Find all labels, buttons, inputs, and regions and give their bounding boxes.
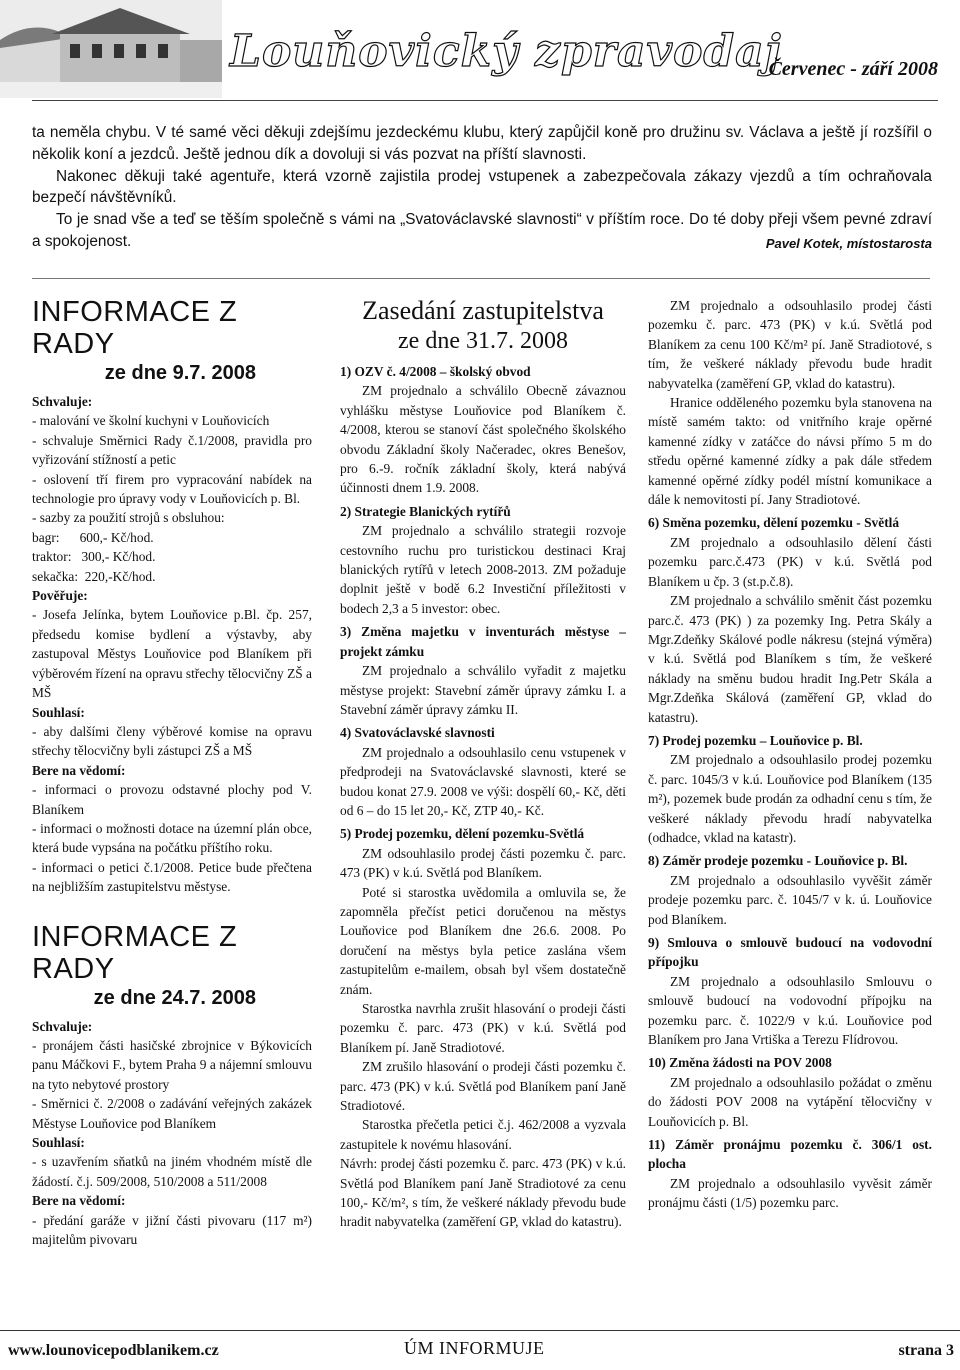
paragraph: ZM odsouhlasilo prodej části pozemku č. parc. 473 (PK) v k.ú. Světlá pod Blaníkem. — [340, 845, 626, 881]
section-date: ze dne 9.7. 2008 — [104, 362, 256, 384]
masthead — [0, 0, 960, 110]
subsection-heading: 6) Směna pozemku, dělení pozemku - Světlá — [648, 515, 900, 531]
label: Schvaluje: — [32, 1018, 93, 1034]
section-date: ze dne 24.7. 2008 — [93, 986, 256, 1009]
paragraph: Návrh: prodej části pozemku č. parc. 473 (PK) v k.ú. Světlá pod Blaníkem paní Janě Stradiotové za cenu 100,- Kč/m², s tím, že veškeré náklady převodu bude hradit nabyvatelka (zaměření GP, vklad do katastru). — [340, 1156, 626, 1230]
signature: Pavel Kotek, místostarosta — [765, 235, 932, 251]
chateau-image — [0, 0, 222, 98]
intro-paragraph: To je snad vše a teď se těším společně s vámi na „Svatováclavské slavnosti“ v příštím roce. Do té doby přeji všem pevné zdraví a spokojenost. Pavel Kotek, místostarosta — [32, 209, 932, 253]
item: - informaci o provozu odstavné plochy pod V. Blaníkem — [32, 782, 312, 817]
label: Souhlasí: — [32, 1135, 85, 1150]
issue-date: Červenec - září 2008 — [768, 58, 938, 80]
item: - předání garáže v jižní části pivovaru (117 m²) majitelům pivovaru — [32, 1212, 312, 1248]
page-footer — [0, 1320, 960, 1370]
intro-text — [32, 122, 932, 255]
item: sekačka: 220,-Kč/hod. — [32, 568, 156, 584]
subsection-heading: 9) Smlouva o smlouvě budoucí na vodovodní přípojku — [648, 935, 932, 970]
section-heading: INFORMACE Z RADY — [32, 296, 238, 360]
page-number: strana 3 — [898, 1342, 954, 1359]
section-heading: Zasedání zastupitelstva — [362, 296, 604, 325]
item: - informaci o možnosti dotace na územní plán obce, která bude vypsána na počátku příštího roku. — [32, 820, 312, 856]
column-assembly — [340, 296, 626, 1232]
item: - Josefa Jelínka, bytem Louňovice p.Bl. čp. 257, předsedu komise bydlení a výstavby, aby zastupoval Městys Louňovice pod Blaníkem při výběrovém řízení na opravu střechy tělocvičny ZŠ a MŠ — [32, 607, 312, 701]
subsection-heading: 8) Záměr prodeje pozemku - Louňovice p. Bl. — [648, 853, 908, 869]
paragraph: ZM zrušilo hlasování o prodeji části pozemku č. parc. 473 (PK) v k.ú. Světlá pod Blaníkem paní Janě Stradiotové. — [340, 1059, 626, 1114]
subsection-heading: 3) Změna majetku v inventurách městyse – projekt zámku — [340, 624, 626, 659]
item: - pronájem části hasičské zbrojnice v Býkovicích panu Máčkovi F., bytem Praha 9 a nájemní smlouvu na tyto nebytové prostory — [32, 1037, 312, 1092]
column-assembly-continued — [648, 296, 932, 1213]
subsection-heading: 5) Prodej pozemku, dělení pozemku-Světlá — [340, 826, 585, 842]
header-rule — [32, 100, 938, 101]
paragraph: ZM projednalo a odsouhlasilo prodej pozemku č. parc. 1045/3 v k.ú. Louňovice pod Blaníkem (135 m²), pozemek bude prodán za odhadní cenu s tím, že veškeré náklady převodu hradí nabyvatelka (odhadce, vklad na katastr). — [648, 752, 932, 845]
subsection-heading: 2) Strategie Blanických rytířů — [340, 503, 511, 519]
column-council-info — [32, 296, 312, 1249]
footer-rule — [0, 1330, 960, 1331]
paragraph: ZM projednalo a odsouhlasilo vyvěšit záměr prodeje pozemku parc. č. 1045/7 v k. ú. Louňovice pod Blaníkem. — [648, 872, 932, 927]
subsection-heading: 11) Záměr pronájmu pozemku č. 306/1 ost. plocha — [648, 1137, 932, 1172]
paragraph: ZM projednalo a odsouhlasilo prodej části pozemku č. parc. 473 (PK) v k.ú. Světlá pod Blaníkem za cenu 100 Kč/m² pí. Janě Stradiotové, s tím, že veškeré náklady převodu bude hradit nabyvatelka (zaměření GP, vklad do katastru). — [648, 298, 932, 391]
paragraph: Starostka navrhla zrušit hlasování o prodeji části pozemku č. parc. 473 (PK) v k.ú. Světlá pod Blaníkem pí. Janě Stradiotové. — [340, 1001, 626, 1055]
paragraph: ZM projednalo a odsouhlasilo Smlouvu o smlouvě budoucí na vodovodní přípojku na pozemku parc. č. 1022/9 v k.ú. Louňovice pod Blaníkem pro Jana Vrtiška a Terezu Flídrovou. — [648, 973, 932, 1048]
paragraph: ZM projednalo a odsouhlasilo dělení části pozemku parc.č.473 (PK) v k.ú. Světlá pod Blaníkem u čp. 3 (st.p.č.8). — [648, 534, 932, 589]
section-name: ÚM INFORMUJE — [404, 1338, 545, 1358]
paragraph: ZM projednalo a schválilo směnit část pozemku parc.č. 473 (PK) ) za pozemky Ing. Petra Skály a Mgr.Zdeňky Skálové podle nákresu (stejná výměra) v k.ú. Světlá pod Blaníkem s tím, že veškeré náklady na směnu budou hradit Ing.Petr Skála a Mgr.Zdeňka Skálová (zaměření GP, vklad do katastru). — [648, 593, 932, 725]
section-heading: INFORMACE Z RADY — [32, 920, 238, 985]
subsection-heading: 7) Prodej pozemku – Louňovice p. Bl. — [648, 732, 863, 748]
paragraph: ZM projednalo a schválilo strategii rozvoje cestovního ruchu pro turistickou destinaci Kraj blanických rytířů v letech 2008-2013. ZM požaduje doplnit ještě v bodě 6.2 Investiční příležitosti v bodech 2,3 a 5 investor: obec. — [340, 523, 626, 616]
subsection-heading: 1) OZV č. 4/2008 – školský obvod — [340, 364, 531, 379]
paragraph: ZM projednalo a odsouhlasilo cenu vstupenek v předprodeji na Svatováclavské slavnosti, které se budou konat 27.9. 2008 ve výši: dospělí 60,- Kč, děti od 6 – do 15 let 20,- Kč, ZTP 40,- Kč. — [340, 744, 626, 818]
intro-paragraph: ta neměla chybu. V té samé věci děkuji zdejšímu jezdeckému klubu, který zapůjčil koně pro družinu sv. Václava a ještě jí rozšířil o několik koní a jezdců. Ještě jednou dík a dovoluji si vás pozvat na příští slavnosti. — [32, 124, 932, 163]
label: Bere na vědomí: — [32, 762, 126, 778]
item: - informaci o petici č.1/2008. Petice bude přečtena na nejbližším zastupitelstvu městyse. — [32, 859, 312, 895]
website-link[interactable]: www.lounovicepodblanikem.cz — [8, 1342, 219, 1359]
paragraph: ZM projednalo a odsouhlasilo požádat o změnu do žádosti POV 2008 na vytápění tělocvičny v Louňovicích p. Bl. — [648, 1074, 932, 1129]
item: - oslovení tří firem pro vypracování nabídek na technologie pro úpravy vody v Louňovicích p. Bl. — [32, 471, 312, 507]
label: Pověřuje: — [32, 588, 88, 604]
item: - s uzavřením sňatků na jiném vhodném místě dle žádostí. č.j. 509/2008, 510/2008 a 511/2008 — [32, 1154, 312, 1189]
paragraph: ZM projednalo a schválilo vyřadit z majetku městyse projekt: Stavební záměr úpravy zámku I. a Stavební záměr úpravy zámku II. — [340, 663, 626, 717]
section-divider — [32, 278, 930, 279]
paragraph: Hranice odděleného pozemku byla stanovena na místě samém takto: od vnitřního kraje opěrné kamenné zídky v zatáčce do návsi přímo 5 m do středu opěrné kamenné zídky a pak dále středem kamenné opěrné zídky podél místní komunikace a dále k nemovitosti pí. Jany Stradiotové. — [648, 395, 932, 508]
subsection-heading: 4) Svatováclavské slavnosti — [340, 725, 495, 741]
masthead-title: Louňovický zpravodaj — [230, 26, 782, 77]
paragraph: ZM projednalo a odsouhlasilo vyvěsit záměr pronájmu části (1/5) pozemku parc. — [648, 1175, 932, 1211]
paragraph: ZM projednalo a schválilo Obecně závaznou vyhlášku městyse Louňovice pod Blaníkem č. 4/2008, kterou se stanoví část společného školského obvodu Základní školy Načeradec, okres Benešov, pro 6.-9. ročník základní školy, která nabývá účinnosti dnem 1.9. 2008. — [340, 383, 626, 496]
item: - sazby za použití strojů s obsluhou: — [32, 510, 225, 526]
item: - aby dalšími členy výběrové komise na opravu střechy tělocvičny byli zástupci ZŠ a MŠ — [32, 723, 312, 759]
subsection-heading: 10) Změna žádosti na POV 2008 — [648, 1055, 832, 1071]
label: Schvaluje: — [32, 394, 93, 409]
item: - schvaluje Směrnici Rady č.1/2008, pravidla pro vyřizování stížností a petic — [32, 432, 312, 468]
item: bagr: 600,- Kč/hod. — [32, 529, 154, 545]
item: - malování ve školní kuchyni v Louňovicích — [32, 413, 270, 429]
paragraph: Starostka přečetla petici č.j. 462/2008 a vyzvala zastupitele k novému hlasování. — [340, 1117, 626, 1152]
label: Souhlasí: — [32, 704, 85, 720]
intro-paragraph: Nakonec děkuji také agentuře, která vzorně zajistila prodej vstupenek a zabezpečovala zákazy vjezdů a tím ochraňovala bezpečí návštěvníků. — [32, 167, 932, 207]
section-date: ze dne 31.7. 2008 — [398, 328, 568, 354]
item: - Směrnici č. 2/2008 o zadávání veřejných zakázek Městyse Louňovice pod Blaníkem — [32, 1096, 312, 1131]
item: traktor: 300,- Kč/hod. — [32, 549, 156, 565]
label: Bere na vědomí: — [32, 1193, 126, 1209]
paragraph: Poté si starostka uvědomila a omluvila se, že zapomněla přečíst petici doručenou na městys Louňovice pod Blaníkem dne 26.6. 2008. Po doručení na městys byla petice zaslána všem zastupitelům e-mailem, obsah byl všem dostatečně znám. — [340, 884, 626, 997]
